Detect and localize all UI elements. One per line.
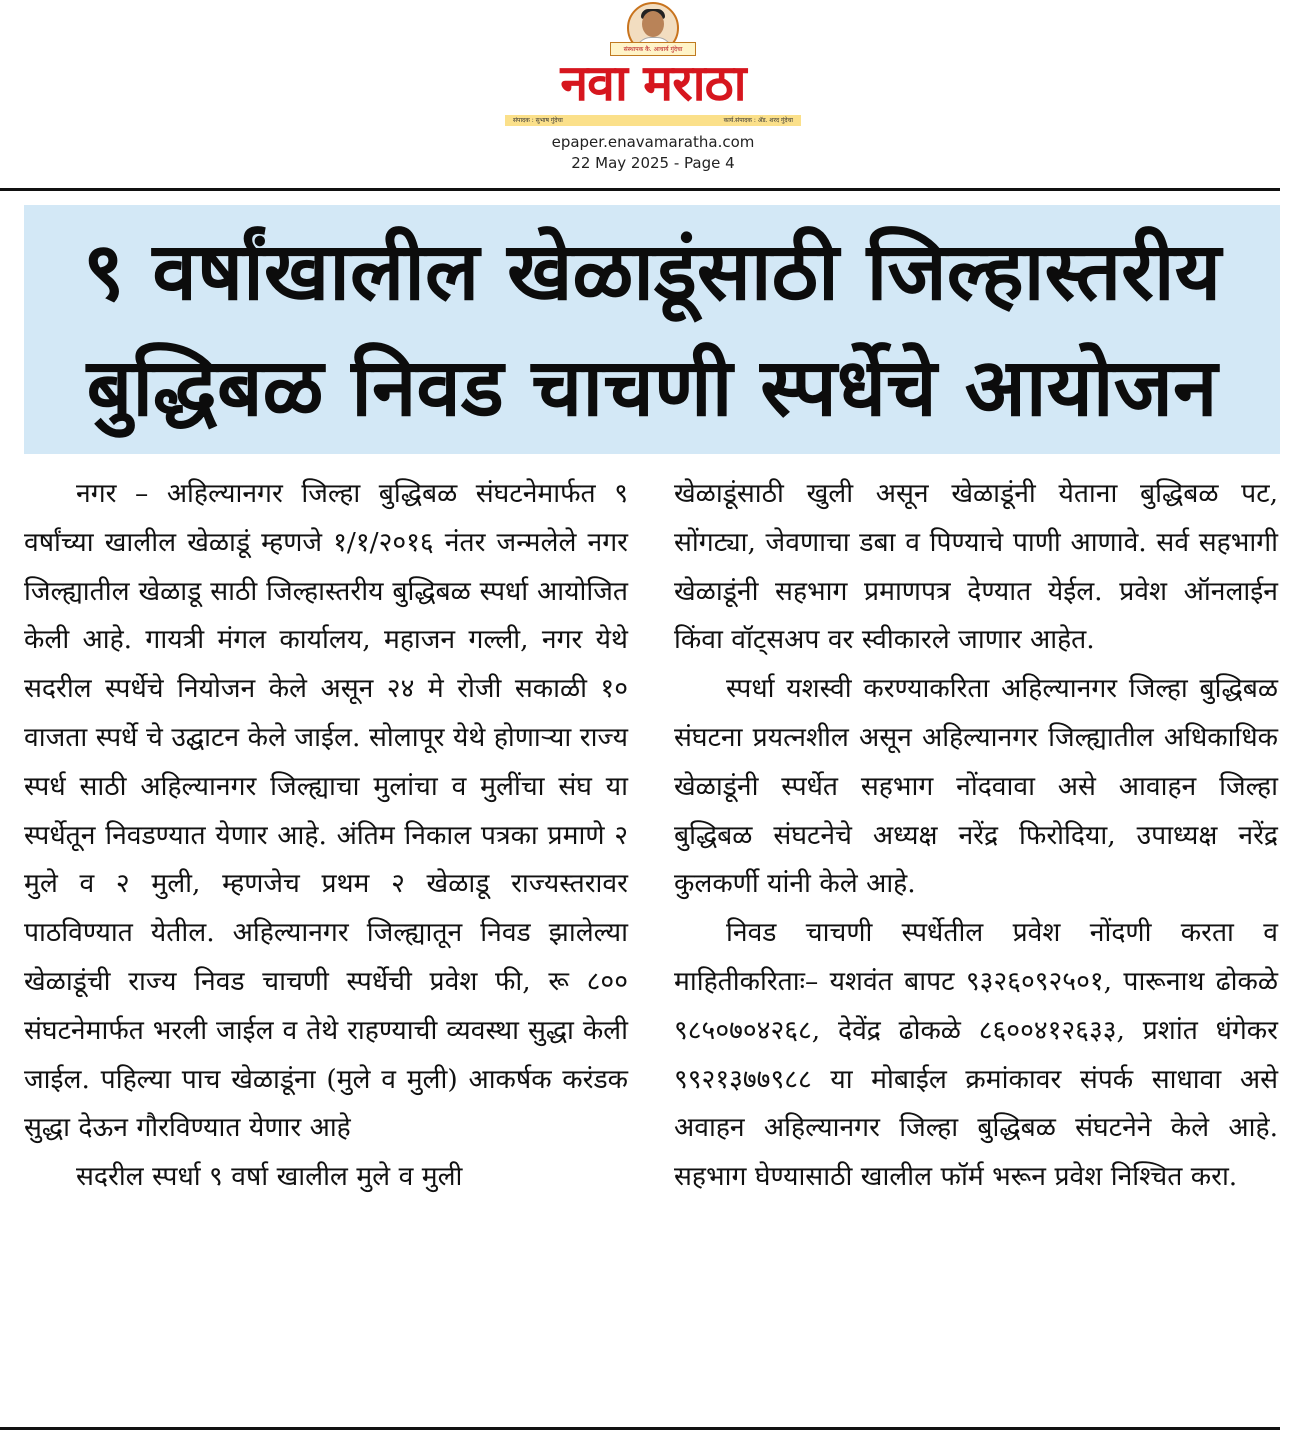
headline-line-2: बुद्धिबळ निवड चाचणी स्पर्धेचे आयोजन [86,341,1218,434]
site-url: epaper.enavamaratha.com [551,133,755,151]
bottom-divider [0,1427,1280,1430]
masthead [0,0,1306,186]
logo-ribbon: संस्थापक कै. आचार्य गुंदेचा [610,42,696,56]
article-column-left [24,470,628,1202]
top-divider [0,188,1280,191]
headline-box [24,205,1280,454]
edition-date-page: 22 May 2025 - Page 4 [571,154,735,172]
article-paragraph: निवड चाचणी स्पर्धेतील प्रवेश नोंदणी करता व माहितीकरिताः– यशवंत बापट ९३२६०९२५०१, पारूनाथ ढोकळे ९८५०७०४२६८, देवेंद्र ढोकळे ८६००४१२६३३, प्रशांत धंगेकर ९९२१३७७९८८ या मोबाईल क्रमांकावर संपर्क साधावा असे अवाहन अहिल्यानगर जिल्हा बुद्धिबळ संघटनेने केले आहे. सहभाग घेण्यासाठी खालील फॉर्म भरून प्रवेश निश्चित करा. [674,917,1278,1193]
logo-wordmark: नवा मराठा [560,54,746,112]
headline-line-1: ९ वर्षांखालील खेळाडूंसाठी जिल्हास्तरीय [82,225,1222,318]
logo-editor-credit: संपादक : सुभाष गुंदेचा [513,117,563,124]
newspaper-logo [503,2,803,128]
article-column-right [674,470,1278,1202]
article-paragraph: सदरील स्पर्धा ९ वर्षा खालील मुले व मुली [76,1161,463,1193]
article-paragraph: स्पर्धा यशस्वी करण्याकरिता अहिल्यानगर जिल्हा बुद्धिबळ संघटना प्रयत्नशील असून अहिल्यानगर जिल्ह्यातील अधिकाधिक खेळाडूंनी स्पर्धेत सहभाग नोंदवावा असे आवाहन जिल्हा बुद्धिबळ संघटनेचे अध्यक्ष नरेंद्र फिरोदिया, उपाध्यक्ष नरेंद्र कुलकर्णी यांनी केले आहे. [674,673,1278,900]
article-paragraph: खेळाडूंसाठी खुली असून खेळाडूंनी येताना बुद्धिबळ पट, सोंगट्या, जेवणाचा डबा व पिण्याचे पाणी आणावे. सर्व सहभागी खेळाडूंनी सहभाग प्रमाणपत्र देण्यात येईल. प्रवेश ऑनलाईन किंवा वॉट्सअप वर स्वीकारले जाणार आहेत. [674,478,1278,656]
logo-director-credit: कार्य.संपादक : ॲड. शरद गुंदेचा [723,117,793,124]
logo-credit-strip [505,115,801,126]
article-paragraph: नगर – अहिल्यानगर जिल्हा बुद्धिबळ संघटनेमार्फत ९ वर्षांच्या खालील खेळाडूं म्हणजे १/१/२०१६ नंतर जन्मलेले नगर जिल्ह्यातील खेळाडू साठी जिल्हास्तरीय बुद्धिबळ स्पर्धा आयोजित केली आहे. गायत्री मंगल कार्यालय, महाजन गल्ली, नगर येथे सदरील स्पर्धेचे नियोजन केले असून २४ मे रोजी सकाळी १० वाजता स्पर्धे चे उद्घाटन केले जाईल. सोलापूर येथे होणाऱ्या राज्य स्पर्ध साठी अहिल्यानगर जिल्ह्याचा मुलांचा व मुलींचा संघ या स्पर्धेतून निवडण्यात येणार आहे. अंतिम निकाल पत्रका प्रमाणे २ मुले व २ मुली, म्हणजेच प्रथम २ खेळाडू राज्यस्तरावर पाठविण्यात येतील. अहिल्यानगर जिल्ह्यातून निवड झालेल्या खेळाडूंची राज्य निवड चाचणी स्पर्धेची प्रवेश फी, रू ८०० संघटनेमार्फत भरली जाईल व तेथे राहण्याची व्यवस्था सुद्धा केली जाईल. पहिल्या पाच खेळाडूंना (मुले व मुली) आकर्षक करंडक सुद्धा देऊन गौरविण्यात येणार आहे [24,478,628,1144]
